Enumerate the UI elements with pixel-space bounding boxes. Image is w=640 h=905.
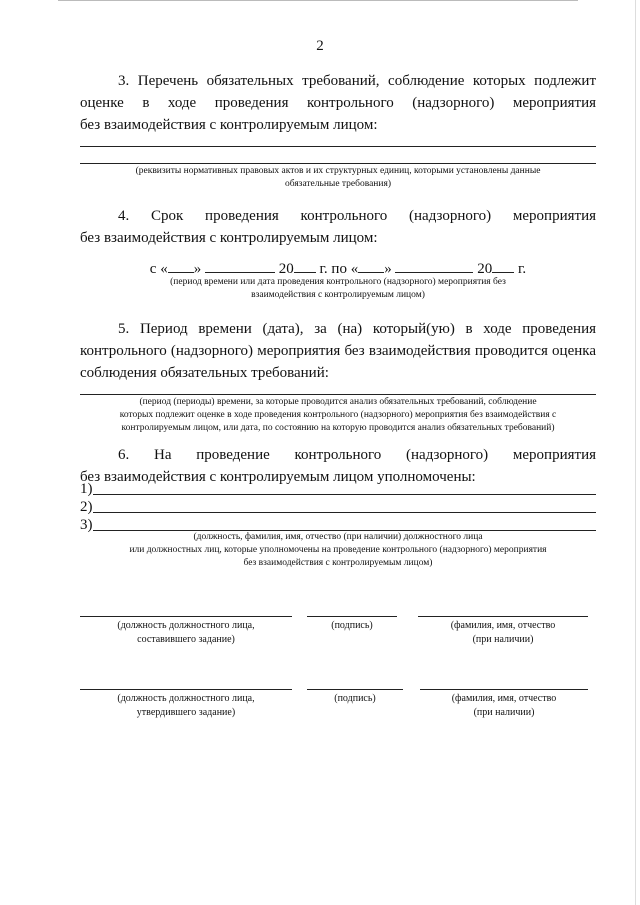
section-5-caption-line-3: контролируемым лицом, или дата, по состоянию на которую проводится анализ обязательных требований)	[121, 423, 555, 433]
section-4-caption	[80, 276, 596, 302]
scan-edge-top	[58, 0, 578, 1]
row-number: 2)	[80, 499, 93, 515]
section-3-fill-line-1[interactable]	[80, 146, 596, 147]
section-3-line-1: 3. Перечень обязательных требований, соблюдение которых подлежит	[118, 73, 596, 89]
date-to-quote: »	[384, 261, 392, 277]
approver-signature-caption: (подпись)	[334, 693, 376, 704]
composer-signature-caption: (подпись)	[331, 620, 373, 631]
section-3-fill-line-2[interactable]	[80, 163, 596, 164]
date-to-year-suffix: г.	[517, 261, 527, 277]
date-to-day-field[interactable]	[358, 258, 384, 273]
section-5-text	[80, 318, 596, 384]
date-to-year-prefix: 20	[477, 261, 493, 277]
authorized-person-row-1	[80, 480, 596, 498]
row-number: 3)	[80, 517, 93, 533]
authorized-person-field-3[interactable]	[93, 516, 597, 531]
date-from-month-field[interactable]	[205, 258, 275, 273]
row-number: 1)	[80, 481, 93, 497]
approver-position-caption	[80, 692, 292, 720]
section-6-caption-line-1: (должность, фамилия, имя, отчество (при наличии) должностного лица	[193, 532, 483, 542]
composer-signature-line[interactable]	[307, 616, 397, 617]
composer-position-line[interactable]	[80, 616, 292, 617]
scan-edge-right	[635, 0, 636, 905]
section-4-line-1: 4. Срок проведения контрольного (надзорного) мероприятия	[118, 208, 596, 224]
date-to-year-field[interactable]	[492, 258, 514, 273]
approver-position-caption-line-2: утвердившего задание)	[136, 707, 236, 718]
section-4-caption-line-2: взаимодействия с контролируемым лицом)	[251, 290, 425, 300]
composer-name-caption-line-1: (фамилия, имя, отчество	[450, 620, 556, 631]
section-3-caption-line-2: обязательные требования)	[284, 179, 392, 189]
section-3-line-3: без взаимодействия с контролируемым лицом:	[80, 117, 378, 133]
date-from-day-field[interactable]	[168, 258, 194, 273]
section-5-fill-line[interactable]	[80, 394, 596, 395]
approver-position-line[interactable]	[80, 689, 292, 690]
section-4-text	[80, 205, 596, 249]
date-from-label: с «	[149, 261, 168, 277]
composer-position-caption-line-1: (должность должностного лица,	[117, 620, 255, 631]
section-6-line-1: 6. На проведение контрольного (надзорного) мероприятия	[118, 447, 596, 463]
section-5-caption-line-1: (период (периоды) времени, за которые проводится анализ обязательных требований, соблюдение	[139, 397, 537, 407]
date-to-label: г. по «	[319, 261, 359, 277]
authorized-person-field-1[interactable]	[93, 480, 597, 495]
approver-name-caption-line-2: (при наличии)	[473, 707, 535, 718]
section-5-paragraph: 5. Период времени (дата), за (на) который(ую) в ходе проведения контрольного (надзорного) мероприятия без взаимодействия проводится оценка соблюдения обязательных требований:	[80, 321, 596, 381]
approver-signature-line[interactable]	[307, 689, 403, 690]
section-4-caption-line-1: (период времени или дата проведения контрольного (надзорного) мероприятия без	[170, 277, 506, 287]
section-5-caption	[80, 396, 596, 435]
authorized-person-row-2	[80, 498, 596, 516]
section-6-caption-line-3: без взаимодействия с контролируемым лицом)	[243, 558, 433, 568]
composer-name-line[interactable]	[418, 616, 588, 617]
date-to-month-field[interactable]	[395, 258, 473, 273]
page-number: 2	[316, 38, 324, 54]
approver-name-line[interactable]	[420, 689, 588, 690]
composer-name-caption-line-2: (при наличии)	[472, 634, 534, 645]
composer-position-caption-line-2: составившего задание)	[137, 634, 235, 645]
date-from-year-prefix: 20	[278, 261, 294, 277]
approver-name-caption-line-1: (фамилия, имя, отчество	[451, 693, 557, 704]
date-from-quote: »	[193, 261, 202, 277]
date-from-year-field[interactable]	[294, 258, 316, 273]
section-3-caption	[80, 165, 596, 191]
section-3-caption-line-1: (реквизиты нормативных правовых актов и их структурных единиц, которыми установлены данные	[135, 166, 541, 176]
approver-position-caption-line-1: (должность должностного лица,	[117, 693, 255, 704]
section-3-text	[80, 70, 596, 136]
section-6-caption-line-2: или должностных лиц, которые уполномочены на проведение контрольного (надзорного) мероприятия	[129, 545, 547, 555]
composer-name-caption	[418, 619, 588, 647]
section-6-caption	[80, 531, 596, 570]
authorized-person-field-2[interactable]	[93, 498, 597, 513]
composer-position-caption	[80, 619, 292, 647]
section-3-line-2: оценке в ходе проведения контрольного (надзорного) мероприятия	[80, 95, 596, 111]
section-4-line-2: без взаимодействия с контролируемым лицом:	[80, 230, 378, 246]
section-6-line-2: без взаимодействия с контролируемым лицом уполномочены:	[80, 469, 476, 485]
section-5-caption-line-2: которых подлежит оценке в ходе проведения контрольного (надзорного) мероприятия без взаимодействия с	[119, 410, 557, 420]
approver-name-caption	[420, 692, 588, 720]
